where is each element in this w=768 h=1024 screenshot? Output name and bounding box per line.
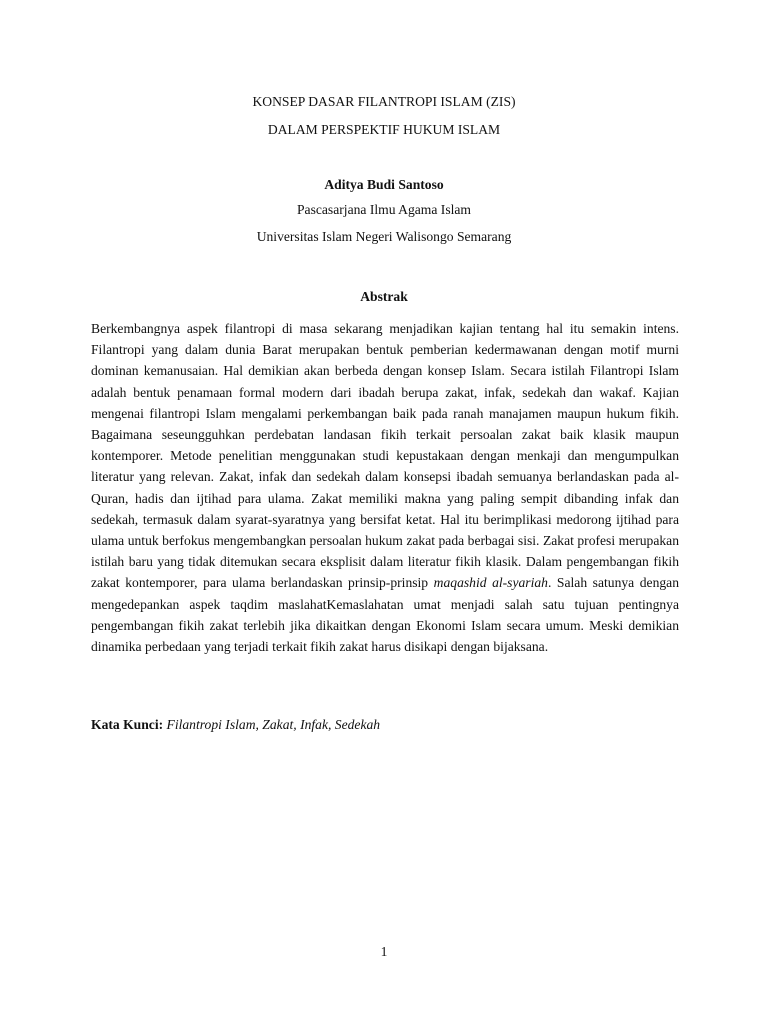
abstract-text-part-2: . Salah satunya dengan mengedepankan aspek taqdim maslahatKemaslahatan umat menjadi salah satu tujuan pentingnya pengembangan fikih zakat terlebih jika dikaitkan dengan Ekonomi Islam secara umum. Meski demikian dinamika perbedaan yang terjadi terkait fikih zakat harus disikapi dengan bijaksana. <box>91 575 679 655</box>
paper-title-line-2: DALAM PERSPEKTIF HUKUM ISLAM <box>267 122 501 137</box>
keywords-list: Filantropi Islam, Zakat, Infak, Sedekah <box>163 717 381 732</box>
author-name: Aditya Budi Santoso <box>324 177 444 192</box>
affiliation-line-2: Universitas Islam Negeri Walisongo Semarang <box>256 229 512 244</box>
abstract-italic-term: maqashid al-syariah <box>433 575 548 591</box>
page-number: 1 <box>380 944 388 959</box>
affiliation-line-1: Pascasarjana Ilmu Agama Islam <box>296 202 472 217</box>
paper-title-line-1: KONSEP DASAR FILANTROPI ISLAM (ZIS) <box>252 94 516 109</box>
abstract-heading: Abstrak <box>360 289 408 304</box>
abstract-text-part-1: Berkembangnya aspek filantropi di masa sekarang menjadikan kajian tentang hal itu semakin intens. Filantropi yang dalam dunia Barat merupakan bentuk pemberian kedermawanan dengan motif murni dominan kemanusaian. Hal demikian akan berbeda dengan konsep Islam. Secara istilah Filantropi Islam adalah bentuk penamaan formal modern dari ibadah berupa zakat, infak, sedekah dan wakaf. Kajian mengenai filantropi Islam mengalami perkembangan baik pada ranah manajamen maupun hukum fikih. Bagaimana seseungguhkan perdebatan landasan fikih terkait persoalan zakat baik klasik maupun kontemporer. Metode penelitian menggunakan studi kepustakaan dengan menkaji dan mengumpulkan literatur yang relevan. Zakat, infak dan sedekah dalam konsepsi ibadah semuanya berlandaskan pada al-Quran, hadis dan ijtihad para ulama. Zakat memiliki makna yang paling sempit dibanding infak dan sedekah, termasuk dalam syarat-syaratnya yang bersifat ketat. Hal itu berimplikasi medorong ijtihad para ulama untuk berfokus mengembangkan persoalan hukum zakat pada berbagai sisi. Zakat profesi merupakan istilah baru yang tidak ditemukan secara eksplisit dalam literatur fikih klasik. Dalam pengembangan fikih zakat kontemporer, para ulama berlandaskan prinsip-prinsip <box>91 321 679 591</box>
keywords-line <box>91 716 679 734</box>
abstract-paragraph <box>91 318 679 657</box>
keywords-label: Kata Kunci: <box>91 717 164 732</box>
abstract-body <box>91 318 679 657</box>
